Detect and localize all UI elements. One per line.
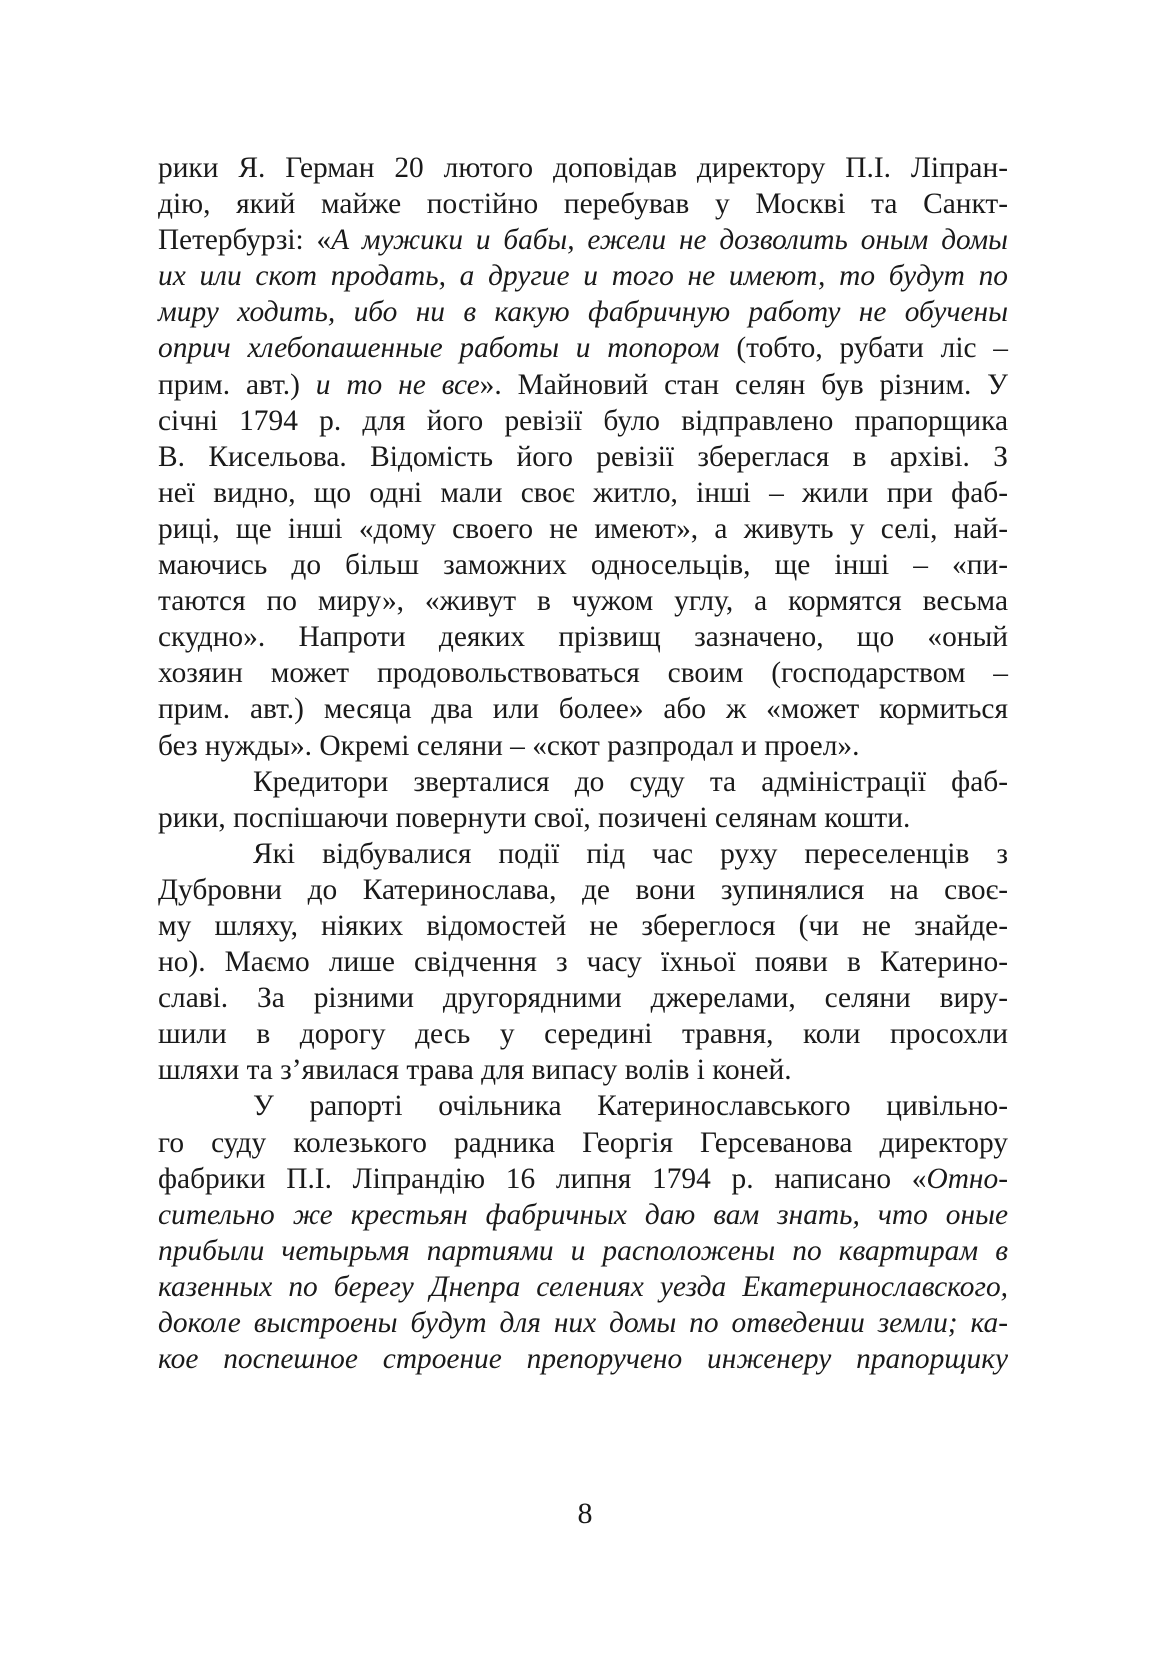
text-line: доколе выстроены будут для них домы по отведении земли; ка- xyxy=(158,1307,1008,1339)
text-line: го суду колезького радника Георгія Герсеванова директору xyxy=(158,1126,1008,1159)
text-line: прибыли четырьмя партиями и расположены по квартирам в xyxy=(158,1234,1008,1267)
text-line: кое поспешное строение препоручено инженеру прапорщику xyxy=(158,1343,1008,1376)
text-line: неї видно, що одні мали своє житло, інші – жили при фаб- xyxy=(158,476,1008,509)
text-line: дію, який майже постійно перебував у Москві та Санкт- xyxy=(158,188,1008,221)
text-line: сительно же крестьян фабричных даю вам знать, что оные xyxy=(158,1198,1008,1231)
text-line: прим. авт.) месяца два или более» або ж «может кормиться xyxy=(158,693,1008,726)
text-line: рики Я. Герман 20 лютого доповідав директору П.І. Ліпран- xyxy=(158,152,1008,184)
page-number: 8 xyxy=(577,1497,593,1530)
text-line: казенных по берегу Днепра селениях уезда Екатеринославского, xyxy=(158,1270,1008,1303)
text-line: січні 1794 р. для його ревізії було відправлено прапорщика xyxy=(158,404,1008,437)
text-line: рики, поспішаючи повернути свої, позичені селянам кошти. xyxy=(158,801,911,834)
text-line: хозяин может продовольствоваться своим (господарством – xyxy=(158,657,1008,690)
paragraph-3 xyxy=(158,836,1008,1089)
paragraph-2 xyxy=(158,764,1008,836)
text-line: Дубровни до Катеринослава, де вони зупинялися на своє- xyxy=(158,873,1008,906)
text-line: Які відбувалися події під час руху переселенців з xyxy=(253,837,1008,870)
text-line: шили в дорогу десь у середині травня, коли просохли xyxy=(158,1018,1008,1051)
text-line: шляхи та з’явилася трава для випасу волів і коней. xyxy=(158,1054,792,1087)
text-line: без нужды». Окремі селяни – «скот разпродал и проел». xyxy=(158,729,860,762)
text-line: маючись до більш заможних односельців, ще інші – «пи- xyxy=(158,549,1008,582)
text-line: скудно». Напроти деяких прізвищ зазначено, що «оный xyxy=(158,621,1008,654)
text-line: риці, ще інші «дому своего не имеют», а живуть у селі, най- xyxy=(158,512,1008,545)
text-line: му шляху, ніяких відомостей не збереглося (чи не знайде- xyxy=(158,909,1008,942)
paragraph-1 xyxy=(158,150,1008,764)
text-line: оприч хлебопашенные работы и топором (тобто, рубати ліс – xyxy=(158,332,1008,365)
body-text xyxy=(158,150,1008,1377)
text-line: В. Кисельова. Відомість його ревізії збереглася в архіві. З xyxy=(158,440,1008,473)
text-line: прим. авт.) и то не все». Майновий стан селян був різним. У xyxy=(158,368,1008,401)
text-line: Петербурзі: «А мужики и бабы, ежели не дозволить оным домы xyxy=(158,224,1008,257)
paragraph-4 xyxy=(158,1088,1008,1377)
text-line: их или скот продать, а другие и того не имеют, то будут по xyxy=(158,260,1008,293)
text-line: миру ходить, ибо ни в какую фабричную работу не обучены xyxy=(158,296,1008,329)
text-line: У рапорті очільника Катеринославського цивільно- xyxy=(253,1090,1008,1123)
text-line: таются по миру», «живут в чужом углу, а кормятся весьма xyxy=(158,585,1008,618)
text-line: славі. За різними другорядними джерелами, селяни виру- xyxy=(158,982,1008,1015)
text-line: фабрики П.І. Ліпрандію 16 липня 1794 р. написано «Отно- xyxy=(158,1162,1008,1195)
text-line: но). Маємо лише свідчення з часу їхньої появи в Катерино- xyxy=(158,946,1008,979)
text-line: Кредитори зверталися до суду та адміністрації фаб- xyxy=(253,765,1008,798)
